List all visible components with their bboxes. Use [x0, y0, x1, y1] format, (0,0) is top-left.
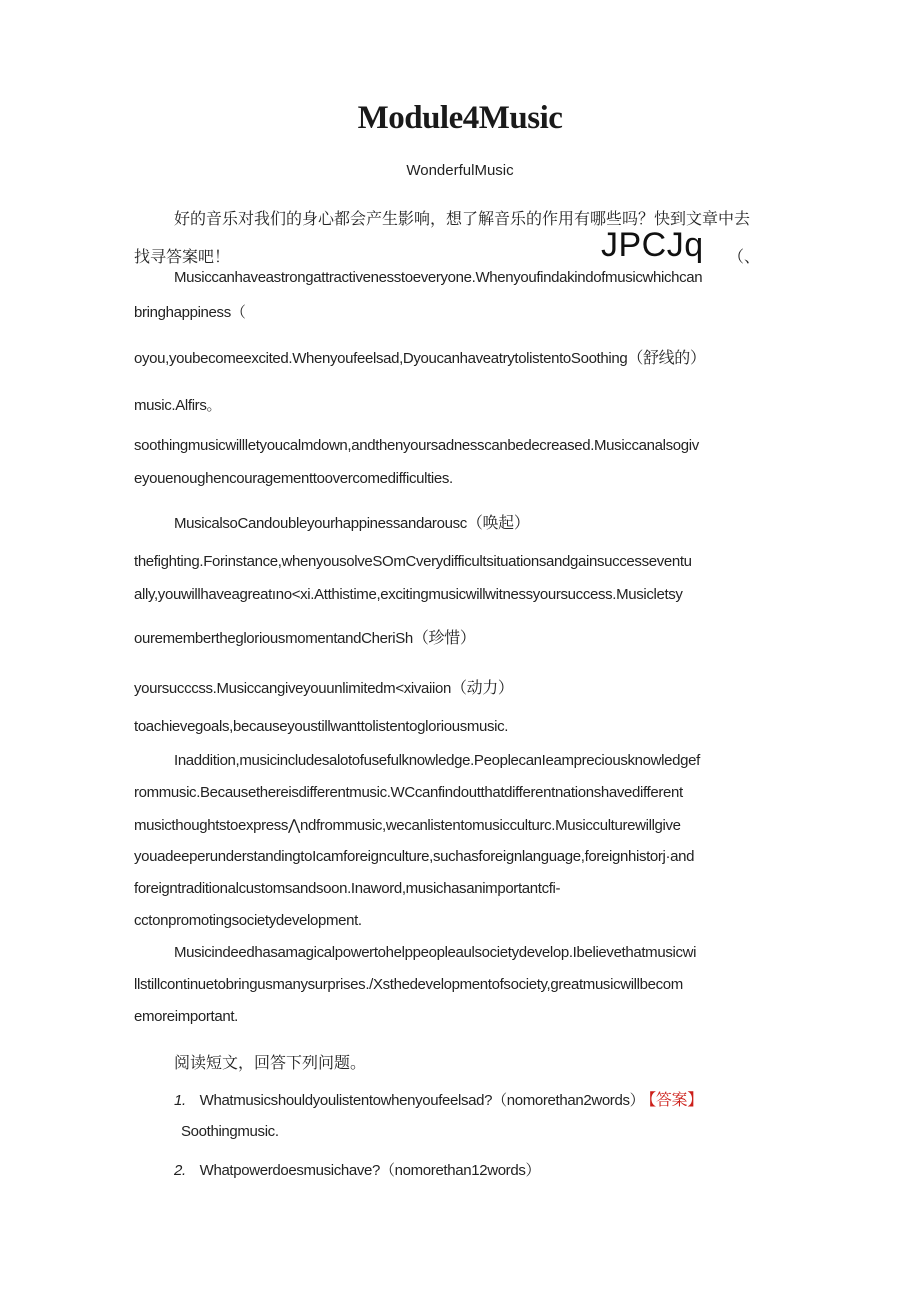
p2-line-2: thefighting.Forinstance,whenyousolveSOmCverydifficultsituationsandgainsuccesseventu	[134, 553, 692, 570]
page-subtitle: WonderfulMusic	[406, 162, 514, 179]
questions-header: 阅读短文，回答下列问题。	[174, 1053, 367, 1072]
p1-line-4: music.Alfirs。	[134, 397, 222, 414]
p2-line-5	[134, 675, 514, 698]
p1-line-1: Musiccanhaveastrongattractivenesstoeveryone.Whenyoufindakindofmusicwhichcan	[174, 269, 703, 286]
page-title: Module4Music	[357, 100, 563, 136]
question-1-answer: Soothingmusic.	[181, 1123, 279, 1140]
question-2-text: Whatpowerdoesmusichave?（nomorethan12words）	[199, 1162, 541, 1179]
question-1-text: Whatmusicshouldyoulistentowhenyoufeelsad?（nomorethan2words）	[199, 1092, 645, 1109]
p3-line-2: rommusic.Becausethereisdifferentmusic.WCcanfindoutthatdifferentnationshavedifferent	[134, 784, 683, 801]
p3-line-1: Inaddition,musicincludesalotofusefulknowledge.PeoplecanIeampreciousknowledgef	[174, 752, 700, 769]
p2-line-1-gloss: （唤起）	[466, 513, 530, 532]
p2-line-1	[174, 510, 529, 533]
p1-line-2: bringhappiness（	[134, 304, 246, 321]
p2-line-5-gloss: （动力）	[450, 678, 514, 697]
p4-line-3: emoreimportant.	[134, 1008, 238, 1025]
p2-line-4-text: ourememberthegloriousmomentandCheriSh	[134, 630, 413, 647]
intro-line-2: 找寻答案吧！	[134, 247, 231, 266]
p4-line-2: llstillcontinuetobringusmanysurprises./Xsthedevelopmentofsociety,greatmusicwillbecom	[134, 976, 683, 993]
question-2-number: 2.	[174, 1162, 186, 1179]
p3-line-3: musicthoughtstoexpress⋀ndfrommusic,wecanlistentomusicculturc.Musicculturewillgive	[134, 817, 681, 834]
p2-line-4-gloss: （珍惜）	[412, 628, 476, 647]
question-1	[174, 1087, 703, 1110]
p2-line-6: toachievegoals,becauseyoustillwanttolistentogloriousmusic.	[134, 718, 509, 735]
p2-line-4	[134, 625, 475, 648]
p1-line-3-text: oyou,youbecomeexcited.Whenyoufeelsad,Dyoucanhaveatrytolistento	[134, 350, 571, 367]
stamp-text: JPCJq	[601, 226, 704, 264]
p3-line-6: cctonpromotingsocietydevelopment.	[134, 912, 362, 929]
p3-line-5: foreigntraditionalcustomsandsoon.Inaword,musichasanimportantcfi-	[134, 880, 561, 897]
p1-line-6: eyouenoughencouragementtoovercomedifficulties.	[134, 470, 453, 487]
p1-line-5: soothingmusicwillletyoucalmdown,andthenyoursadnesscanbedecreased.Musiccanalsogiv	[134, 437, 699, 454]
answer-tag: 【答案】	[648, 1090, 703, 1109]
question-1-number: 1.	[174, 1092, 186, 1109]
p1-line-3	[134, 345, 706, 368]
p1-line-3-word: Soothing	[570, 350, 628, 367]
p4-line-1: Musicindeedhasamagicalpowertohelppeopleaulsocietydevelop.Ibelievethatmusicwi	[174, 944, 697, 961]
p2-line-3: ally,youwillhaveagreatıno<xi.Atthistime,excitingmusicwillwitnessyoursuccess.Musicletsy	[134, 586, 683, 603]
p2-line-5-text: yoursucccss.Musiccangiveyouunlimitedm<xivaiion	[134, 680, 451, 697]
question-2	[174, 1159, 540, 1180]
intro-line-1: 好的音乐对我们的身心都会产生影响，想了解音乐的作用有哪些吗？快到文章中去	[174, 209, 751, 228]
p1-line-3-gloss: （舒线的）	[627, 348, 706, 367]
stamp-tail: （、	[728, 247, 761, 266]
p2-line-1-text: MusicalsoCandoubleyourhappinessandarousc	[174, 515, 467, 532]
p3-line-4: youadeeperunderstandingtoIcamforeignculture,suchasforeignlanguage,foreignhistorj·and	[134, 848, 695, 865]
